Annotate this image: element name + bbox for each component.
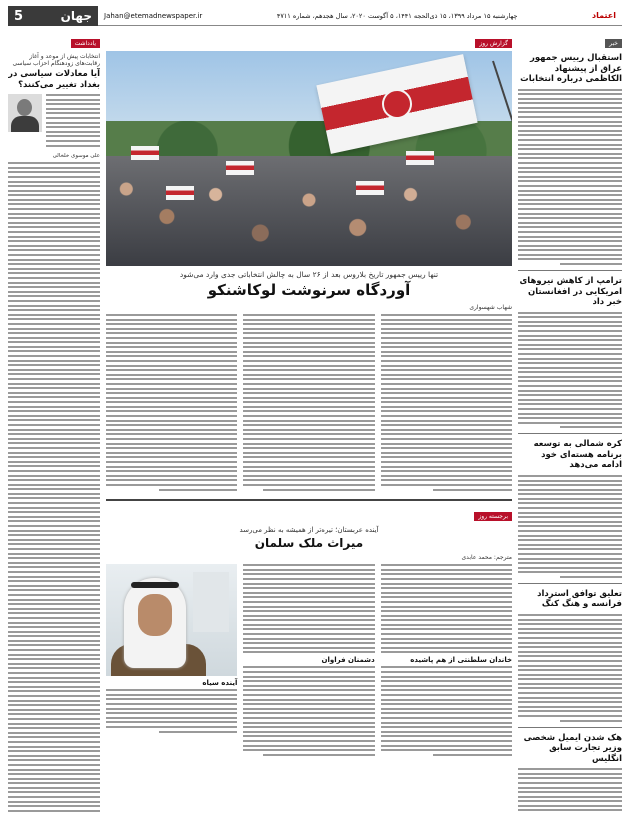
- newspaper-logo: اعتماد: [592, 11, 616, 20]
- report-tag: گزارش روز: [475, 39, 512, 48]
- news-headline: ترامپ از کاهش نیروهای امریکایی در افغانستان خبر داد: [519, 276, 622, 308]
- news-body: [518, 312, 622, 429]
- second-story: [106, 499, 512, 758]
- author-name: علی موسوی خلخالی: [52, 153, 100, 160]
- news-headline: استقبال رییس جمهور عراق از پیشنهاد الکاظمی درباره انتخابات: [520, 53, 622, 84]
- opinion-title: آیا معادلات سیاسی در بغداد تغییر می‌کنند؟: [8, 69, 100, 90]
- second-tag: برجسته روز: [474, 512, 512, 521]
- flag-photo-icon: [106, 51, 512, 266]
- news-body: [518, 614, 622, 722]
- main-subtitle: تنها رییس جمهور تاریخ بلاروس بعد از ۲۶ سال به چالش انتخاباتی جدی وارد می‌شود: [179, 270, 439, 279]
- opinion-column: [8, 30, 100, 812]
- author-box: [8, 94, 100, 149]
- opinion-body: [8, 162, 100, 812]
- opinion-intro: [46, 94, 100, 147]
- news-body: [518, 475, 622, 578]
- news-body: [518, 768, 622, 812]
- opinion-tag: یادداشت: [71, 39, 100, 48]
- section-head: خاندان سلطنتی از هم پاشیده: [410, 656, 512, 665]
- news-body: [518, 89, 622, 266]
- news-column: [518, 30, 622, 812]
- page-number: 5: [14, 8, 24, 24]
- site-email[interactable]: Jahan@etemadnewspaper.ir: [104, 11, 203, 20]
- portrait-photo-icon: [106, 564, 237, 676]
- header-info: [98, 6, 622, 26]
- news-headline: کره شمالی به توسعه برنامه هسته‌ای خود ادامه می‌دهد: [533, 439, 622, 471]
- second-byline: مترجم: محمد عابدی: [461, 554, 512, 562]
- main-column: [106, 30, 512, 812]
- news-tag: خبر: [605, 39, 622, 48]
- second-title: میراث ملک سلمان: [254, 536, 364, 551]
- main-body: [106, 314, 512, 493]
- section-box: [8, 6, 98, 26]
- section-head: دشمنان فراوان: [321, 656, 375, 665]
- news-headline: تعلیق توافق استرداد فرانسه و هنگ کنگ: [537, 588, 622, 610]
- date-line: چهارشنبه ۱۵ مرداد ۱۳۹۹، ۱۵ ذی‌الحجه ۱۴۴۱، ۵ آگوست ۲۰۲۰، سال هجدهم، شماره ۴۷۱۱: [276, 11, 518, 20]
- main-title: آوردگاه سرنوشت لوکاشنکو: [207, 281, 411, 299]
- section-head: آینده سیاه: [202, 679, 238, 688]
- opinion-kicker: انتخابات پیش از موعد و آغاز رقابت‌های زودهنگام احزاب سیاسی: [12, 53, 100, 67]
- second-subtitle: آینده عربستان؛ تیره‌تر از همیشه به نظر می‌رسد: [239, 526, 379, 535]
- section-title: جهان: [60, 9, 92, 23]
- author-photo-icon: [8, 94, 42, 132]
- masthead: [8, 6, 622, 26]
- news-headline: هک شدن ایمیل شخصی وزیر تجارت سابق انگلیس: [523, 732, 622, 764]
- main-byline: شهاب شهسواری: [469, 304, 512, 311]
